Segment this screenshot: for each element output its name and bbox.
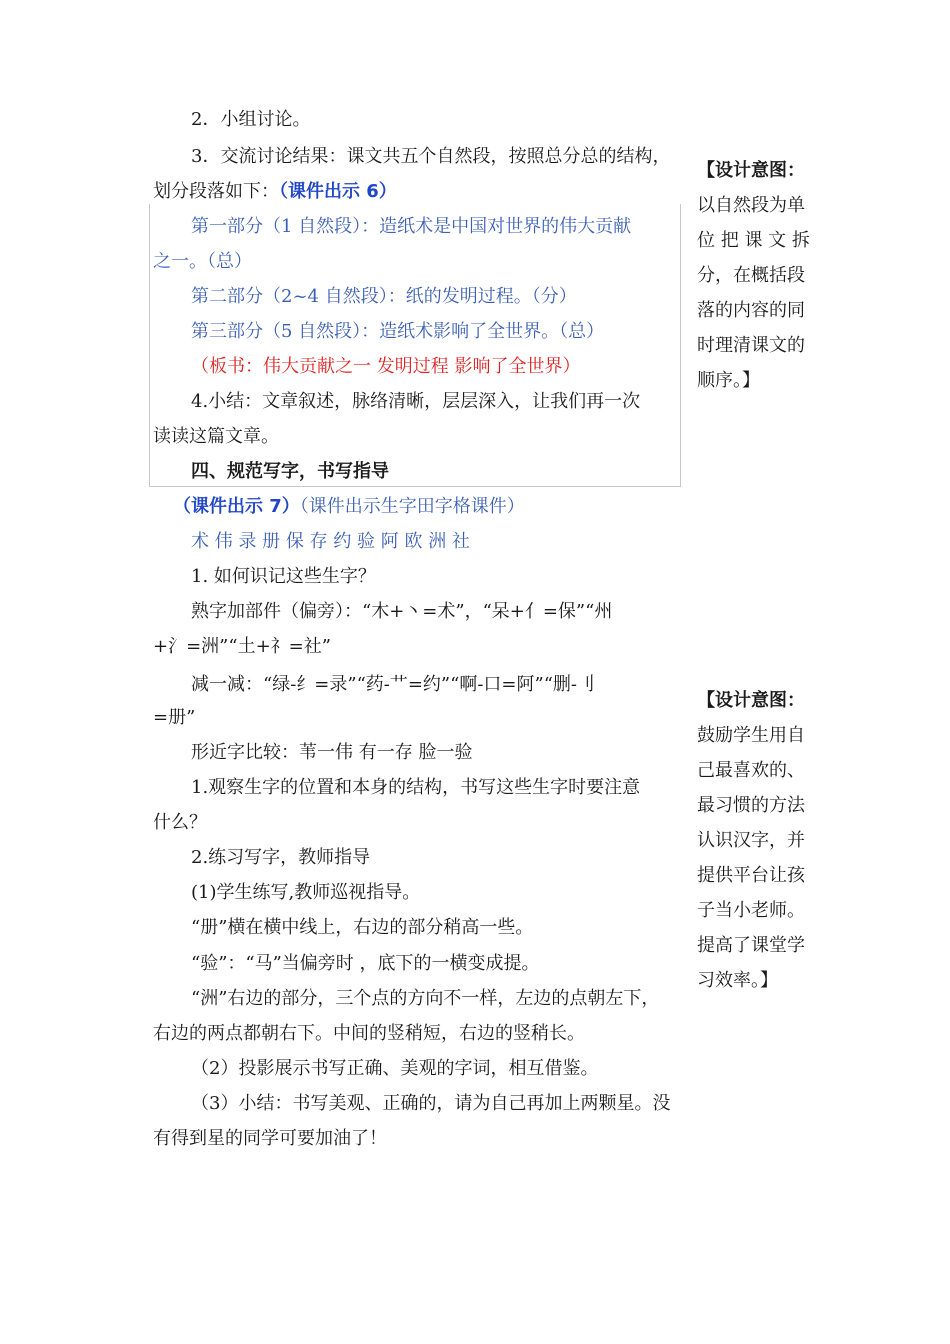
- design-intent-2-text: 己最喜欢的、: [697, 760, 805, 781]
- add-component-line2: +氵=洲”“土+礻=社”: [153, 636, 331, 657]
- tip-ce: “册”横在横中线上，右边的部分稍高一些。: [191, 917, 534, 938]
- practice-step-3-line2: 有得到星的同学可要加油了！: [153, 1128, 387, 1149]
- new-characters: 术 伟 录 册 保 存 约 验 阿 欧 洲 社: [191, 531, 470, 552]
- subtract-line1: 减一减：“绿-纟=录”“药-艹=约”“啊-口=阿”“删-刂: [191, 674, 595, 695]
- tip-zhou-line1: “洲”右边的部分，三个点的方向不一样，左边的点朝左下，: [191, 988, 660, 1009]
- paragraph-division-line: [153, 180, 397, 204]
- design-intent-2: [697, 683, 827, 998]
- practice-step-2: （2）投影展示书写正确、美观的字词，相互借鉴。: [191, 1058, 599, 1079]
- practice-step-3-line1: （3）小结：书写美观、正确的，请为自己再加上两颗星。没: [191, 1093, 671, 1114]
- practice-writing: 2.练习写字，教师指导: [191, 847, 371, 868]
- courseware-7-line: [173, 495, 525, 519]
- practice-step-1: (1)学生练写,教师巡视指导。: [191, 882, 421, 903]
- design-intent-2-heading: 【设计意图：: [697, 690, 805, 711]
- design-intent-1: [697, 153, 827, 398]
- design-intent-2-text: 子当小老师。: [697, 900, 805, 921]
- design-intent-2-text: 鼓励学生用自: [697, 725, 805, 746]
- tip-zhou-line2: 右边的两点都朝右下。中间的竖稍短，右边的竖稍长。: [153, 1023, 585, 1044]
- courseware-tag-6: （课件出示 6）: [279, 181, 397, 202]
- question-how-remember: 1. 如何识记这些生字？: [191, 566, 376, 587]
- design-intent-2-text: 认识汉字，并: [697, 830, 805, 851]
- part-two: 第二部分（2~4 自然段）：纸的发明过程。（分）: [191, 286, 577, 307]
- division-intro: 划分段落如下：: [153, 181, 279, 202]
- design-intent-1-text: 落的内容的同: [697, 300, 805, 321]
- observe-line1: 1.观察生字的位置和本身的结构，书写这些生字时要注意: [191, 777, 641, 798]
- design-intent-1-text: 位 把 课 文 拆: [697, 230, 810, 251]
- step-exchange-results: 3．交流讨论结果：课文共五个自然段，按照总分总的结构，: [191, 146, 671, 167]
- design-intent-1-text: 以自然段为单: [697, 195, 805, 216]
- step-group-discussion: 2．小组讨论。: [191, 109, 311, 130]
- design-intent-1-text: 分，在概括段: [697, 265, 805, 286]
- summary-line2: 读读这篇文章。: [153, 426, 279, 447]
- part-one-line1: 第一部分（1 自然段）：造纸术是中国对世界的伟大贡献: [191, 216, 632, 237]
- part-three: 第三部分（5 自然段）：造纸术影响了全世界。（总）: [191, 321, 605, 342]
- courseware-7-desc: （课件出示生字田字格课件）: [299, 496, 525, 517]
- subtract-line2: =册”: [153, 707, 196, 728]
- summary-line1: 4.小结：文章叙述，脉络清晰，层层深入，让我们再一次: [191, 391, 641, 412]
- observe-line2: 什么？: [153, 812, 207, 833]
- design-intent-2-text: 最习惯的方法: [697, 795, 805, 816]
- add-component-line1: 熟字加部件（偏旁）：“木+丶=术”，“呆+亻=保”“州: [191, 601, 613, 622]
- part-one-line2: 之一。（总）: [153, 251, 252, 272]
- design-intent-1-text: 时理清课文的: [697, 335, 805, 356]
- design-intent-1-heading: 【设计意图：: [697, 160, 805, 181]
- courseware-tag-7: （课件出示 7）: [173, 496, 300, 517]
- design-intent-2-text: 提高了课堂学: [697, 935, 805, 956]
- design-intent-1-text: 顺序。】: [697, 370, 760, 391]
- similar-characters: 形近字比较：苇一伟 有一存 脸一验: [191, 742, 473, 763]
- section-heading-writing: 四、规范写字，书写指导: [191, 461, 389, 482]
- blackboard-notes: （板书：伟大贡献之一 发明过程 影响了全世界）: [191, 356, 581, 377]
- design-intent-2-text: 习效率。】: [697, 970, 778, 991]
- tip-yan: “验”：“马”当偏旁时 ，底下的一横变成提。: [191, 953, 540, 974]
- design-intent-2-text: 提供平台让孩: [697, 865, 805, 886]
